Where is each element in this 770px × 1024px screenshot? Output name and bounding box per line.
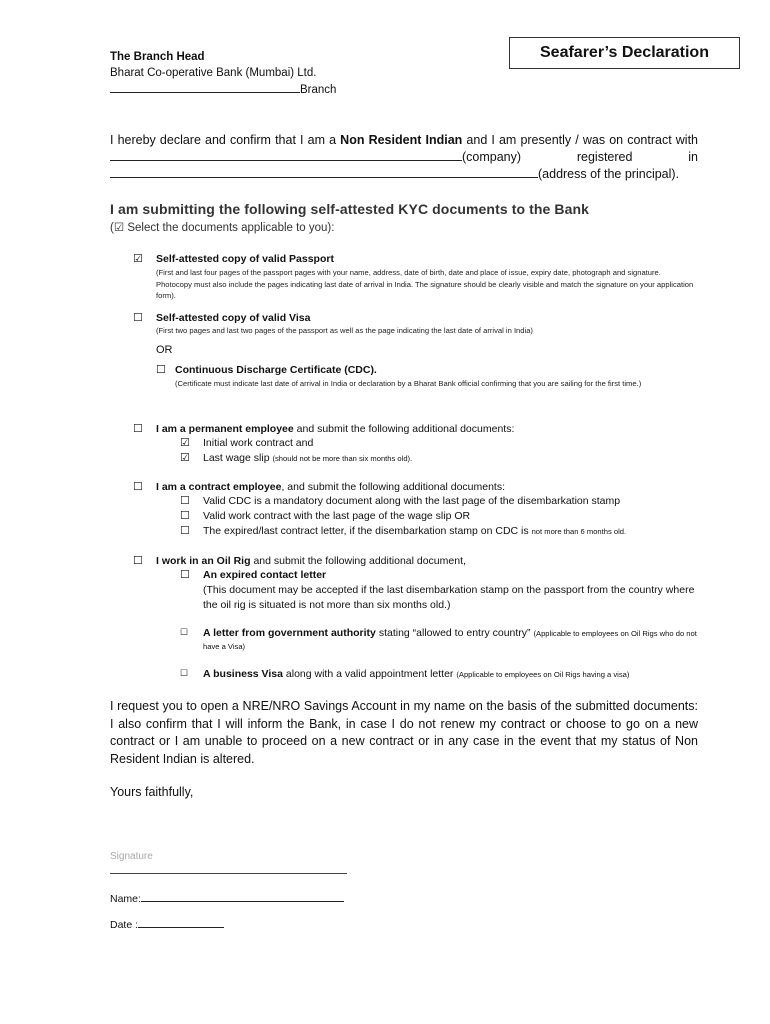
signature-label: Signature	[110, 851, 153, 862]
contract-label: I am a contract employee, and submit the following additional documents:	[156, 481, 506, 493]
name-label: Name:	[110, 893, 141, 905]
initial-contract-checkbox[interactable]: ☑	[180, 437, 190, 449]
expired-letter-checkbox[interactable]: ☐	[180, 569, 190, 581]
branch-field[interactable]	[110, 81, 300, 93]
name-field[interactable]	[141, 890, 344, 902]
branch-suffix: Branch	[300, 84, 337, 96]
passport-checkbox[interactable]: ☑	[133, 253, 143, 265]
date-field[interactable]	[138, 916, 224, 928]
cdc-note: (Certificate must indicate last date of arrival in India or declaration by a Bharat Bank official confirming that you are sailing for the first time.)	[175, 379, 642, 388]
oilrig-checkbox[interactable]: ☐	[133, 555, 143, 567]
declaration-bold: Non Resident Indian	[340, 133, 463, 147]
govt-letter-checkbox[interactable]: ☐	[180, 627, 189, 637]
business-visa-label: A business Visa along with a valid appointment letter (Applicable to employees on Oil Rigs having a visa)	[203, 668, 630, 680]
principal-address-field[interactable]	[110, 166, 538, 178]
signature-line[interactable]	[110, 873, 347, 874]
declaration-text-2: and I am presently / was on contract with	[466, 133, 699, 147]
visa-checkbox[interactable]: ☐	[133, 312, 143, 324]
visa-note: (First two pages and last two pages of the passport as well as the page indicating the last date of arrival in India)	[156, 326, 533, 335]
or-text: OR	[156, 344, 173, 356]
permanent-checkbox[interactable]: ☐	[133, 423, 143, 435]
date-row	[110, 916, 224, 931]
expired-contract-label: The expired/last contract letter, if the disembarkation stamp on CDC is not more than 6 months old.	[203, 525, 627, 537]
permanent-label: I am a permanent employee and submit the following additional documents:	[156, 423, 515, 435]
business-visa-checkbox[interactable]: ☐	[180, 668, 189, 678]
closing-text: Yours faithfully,	[110, 785, 194, 799]
declaration-text-1: I hereby declare and confirm that I am a	[110, 133, 337, 147]
oilrig-label: I work in an Oil Rig and submit the following additional document,	[156, 555, 466, 567]
contract-checkbox[interactable]: ☐	[133, 481, 143, 493]
valid-cdc-checkbox[interactable]: ☐	[180, 495, 190, 507]
addressee-line2: Bharat Co-operative Bank (Mumbai) Ltd.	[110, 67, 317, 79]
addressee-block	[110, 49, 336, 98]
kyc-subheading: (☑ Select the documents applicable to you):	[110, 222, 335, 234]
valid-cdc-label: Valid CDC is a mandatory document along with the last page of the disembarkation stamp	[203, 495, 621, 507]
company-suffix: (company) registered in	[462, 150, 698, 164]
document-title: Seafarer’s Declaration	[509, 37, 740, 69]
initial-contract-label: Initial work contract and	[203, 437, 314, 449]
cdc-checkbox[interactable]: ☐	[156, 364, 166, 376]
passport-note: (First and last four pages of the passport pages with your name, address, date of birth, date and place of issue, expiry date, photograph and signature. Photocopy must also include the pages indicating last date of arrival in India. The signature should be clearly visible and match the signature on your application form).	[156, 268, 694, 300]
addressee-line3	[110, 81, 336, 98]
date-label: Date :	[110, 919, 139, 931]
wage-slip-label: Last wage slip (should not be more than six months old).	[203, 452, 413, 464]
work-contract-label: Valid work contract with the last page of the wage slip OR	[203, 510, 471, 522]
expired-contract-checkbox[interactable]: ☐	[180, 525, 190, 537]
request-paragraph: I request you to open a NRE/NRO Savings Account in my name on the basis of the submitted documents: I also confirm that I will inform the Bank, in case I do not renew my contract or choose to go on a new contract or I am unable to proceed on a new contract or in any case in the event that my status of Non Resident Indian is altered.	[110, 699, 698, 766]
company-field[interactable]	[110, 149, 462, 161]
passport-label: Self-attested copy of valid Passport	[156, 253, 334, 265]
cdc-label: Continuous Discharge Certificate (CDC).	[175, 364, 377, 376]
declaration-paragraph	[110, 132, 698, 183]
address-suffix: (address of the principal).	[538, 167, 680, 181]
work-contract-checkbox[interactable]: ☐	[180, 510, 190, 522]
kyc-heading: I am submitting the following self-attested KYC documents to the Bank	[110, 201, 590, 217]
visa-label: Self-attested copy of valid Visa	[156, 312, 311, 324]
govt-letter-label: A letter from government authority stating “allowed to entry country” (Applicable to employees on Oil Rigs who do not have a Visa)	[203, 627, 697, 651]
expired-letter-note: (This document may be accepted if the last disembarkation stamp on the passport from the country where the oil rig is situated is not more than six months old.)	[203, 584, 695, 611]
addressee-line1: The Branch Head	[110, 51, 205, 63]
name-row	[110, 890, 344, 905]
expired-letter-label: An expired contact letter	[203, 569, 327, 581]
wage-slip-checkbox[interactable]: ☑	[180, 452, 190, 464]
